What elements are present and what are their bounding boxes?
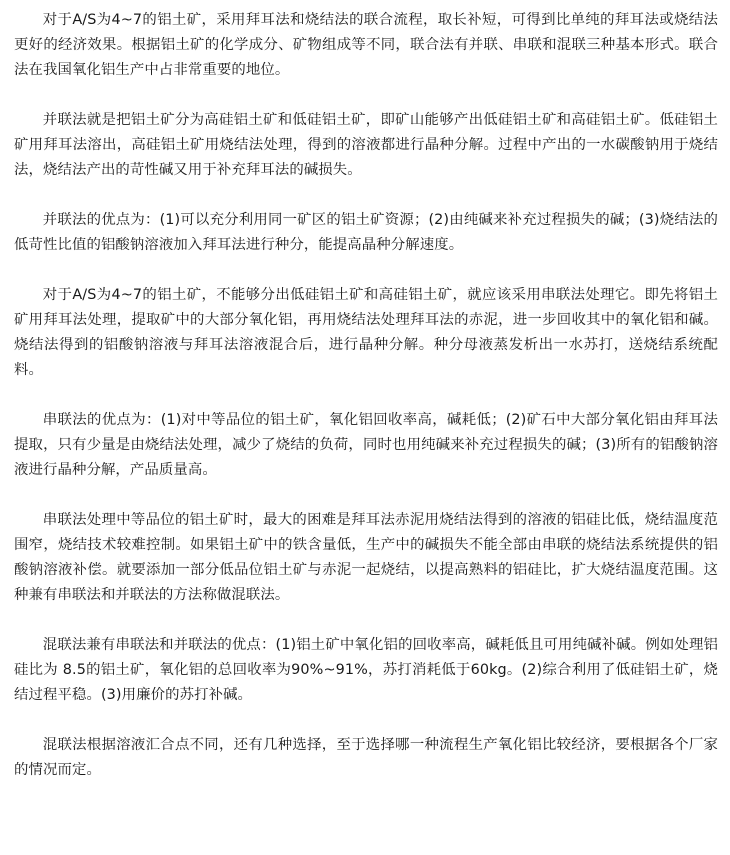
article-body xyxy=(14,8,718,808)
paragraph-mixed-advantages: 混联法兼有串联法和并联法的优点：(1)铝土矿中氧化铝的回收率高，碱耗低且可用纯碱补碱。例如处理铝硅比为 8.5的铝土矿，氧化铝的总回收率为90%~91%，苏打消耗低于60kg。(2)综合利用了低硅铝土矿，烧结过程平稳。(3)用廉价的苏打补碱。 xyxy=(14,637,718,703)
paragraph-parallel-advantages: 并联法的优点为：(1)可以充分利用同一矿区的铝土矿资源；(2)由纯碱来补充过程损失的碱；(3)烧结法的低苛性比值的铝酸钠溶液加入拜耳法进行种分，能提高晶种分解速度。 xyxy=(14,212,718,253)
paragraph-parallel-method: 并联法就是把铝土矿分为高硅铝土矿和低硅铝土矿，即矿山能够产出低硅铝土矿和高硅铝土矿。低硅铝土矿用拜耳法溶出，高硅铝土矿用烧结法处理，得到的溶液都进行晶种分解。过程中产出的一水碳酸钠用于烧结法，烧结法产出的苛性碱又用于补充拜耳法的碱损失。 xyxy=(14,112,718,178)
paragraph-series-difficulties: 串联法处理中等品位的铝土矿时，最大的困难是拜耳法赤泥用烧结法得到的溶液的铝硅比低，烧结温度范围窄，烧结技术较难控制。如果铝土矿中的铁含量低，生产中的碱损失不能全部由串联的烧结法系统提供的铝酸钠溶液补偿。就要添加一部分低品位铝土矿与赤泥一起烧结，以提高熟料的铝硅比，扩大烧结温度范围。这种兼有串联法和并联法的方法称做混联法。 xyxy=(14,512,718,603)
paragraph-combined-process-intro: 对于A/S为4~7的铝土矿，采用拜耳法和烧结法的联合流程，取长补短，可得到比单纯的拜耳法或烧结法更好的经济效果。根据铝土矿的化学成分、矿物组成等不同，联合法有并联、串联和混联三种基本形式。联合法在我国氧化铝生产中占非常重要的地位。 xyxy=(14,12,718,78)
paragraph-series-advantages: 串联法的优点为：(1)对中等品位的铝土矿，氧化铝回收率高，碱耗低；(2)矿石中大部分氧化铝由拜耳法提取，只有少量是由烧结法处理，减少了烧结的负荷，同时也用纯碱来补充过程损失的碱；(3)所有的铝酸钠溶液进行晶种分解，产品质量高。 xyxy=(14,412,718,478)
paragraph-mixed-conclusion: 混联法根据溶液汇合点不同，还有几种选择，至于选择哪一种流程生产氧化铝比较经济，要根据各个厂家的情况而定。 xyxy=(14,737,718,778)
paragraph-series-method: 对于A/S为4~7的铝土矿，不能够分出低硅铝土矿和高硅铝土矿，就应该采用串联法处理它。即先将铝土矿用拜耳法处理，提取矿中的大部分氧化铝，再用烧结法处理拜耳法的赤泥，进一步回收其中的氧化铝和碱。烧结法得到的铝酸钠溶液与拜耳法溶液混合后，进行晶种分解。种分母液蒸发析出一水苏打，送烧结系统配料。 xyxy=(14,287,718,378)
